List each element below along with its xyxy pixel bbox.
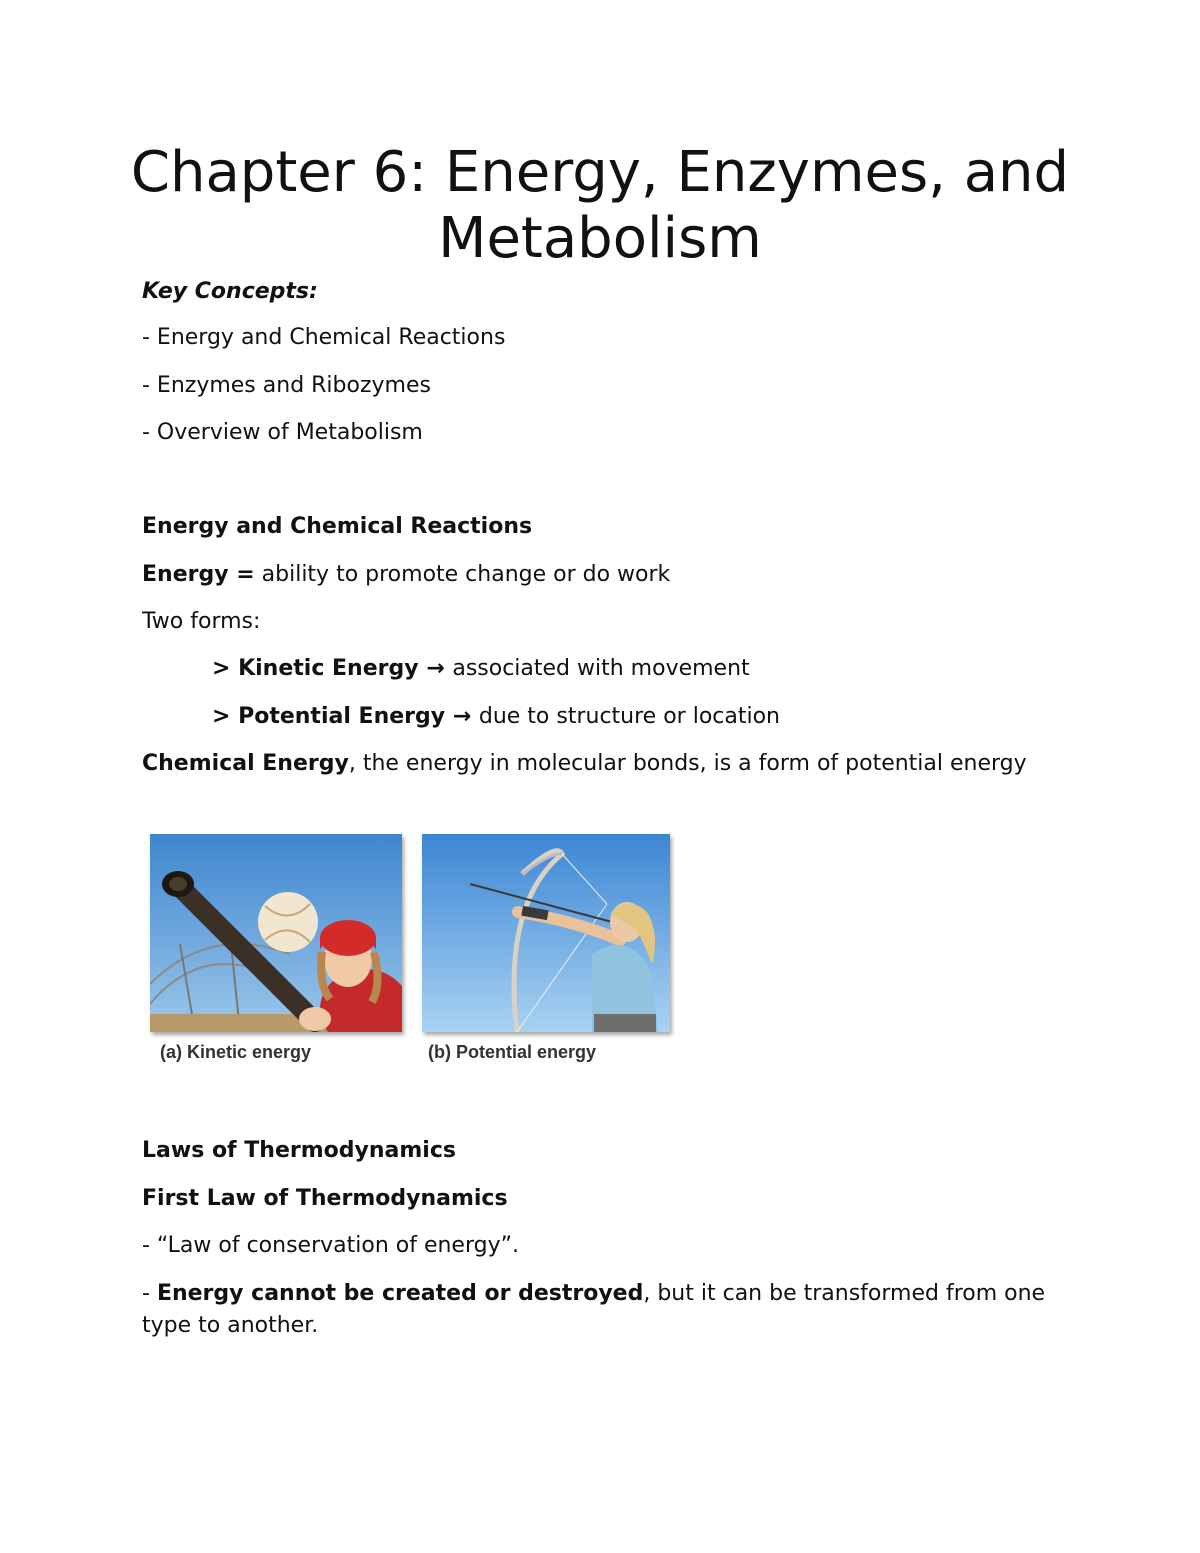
kinetic-energy-photo <box>150 834 402 1032</box>
chemical-energy-text: , the energy in molecular bonds, is a form of potential energy <box>348 751 1027 776</box>
title-line-1: Chapter 6: Energy, Enzymes, and <box>130 140 1070 205</box>
arrow-icon: → <box>418 656 453 681</box>
first-law-item-2 <box>142 1278 1072 1342</box>
energy-section-heading: Energy and Chemical Reactions <box>142 514 533 539</box>
form-kinetic-desc: associated with movement <box>452 656 750 681</box>
first-law-item-2-text: , but it can be transformed from one type to another. <box>142 1281 1046 1338</box>
first-law-item-2-bold: Energy cannot be created or destroyed <box>156 1281 644 1306</box>
arrow-icon: → <box>445 704 479 729</box>
key-concept-item-3: - Overview of Metabolism <box>142 420 423 445</box>
chemical-energy-paragraph <box>142 748 1072 780</box>
form-kinetic <box>212 654 750 684</box>
form-kinetic-term: Kinetic Energy <box>238 656 419 681</box>
two-forms-label: Two forms: <box>142 609 261 634</box>
key-concepts-heading: Key Concepts: <box>142 279 318 304</box>
caption-kinetic-energy: (a) Kinetic energy <box>160 1042 312 1062</box>
caption-potential-energy: (b) Potential energy <box>428 1042 597 1062</box>
key-concept-item-1: - Energy and Chemical Reactions <box>142 325 506 350</box>
first-law-item-2-prefix: - <box>142 1281 157 1306</box>
first-law-heading: First Law of Thermodynamics <box>142 1186 508 1211</box>
energy-definition <box>142 560 670 590</box>
form-kinetic-marker: > <box>212 656 239 681</box>
energy-definition-text: ability to promote change or do work <box>254 562 671 587</box>
energy-figure <box>150 834 680 1074</box>
form-potential-marker: > <box>212 704 239 729</box>
title-line-2: Metabolism <box>438 206 762 271</box>
potential-energy-photo <box>422 834 670 1032</box>
chemical-energy-term: Chemical Energy <box>142 751 349 776</box>
energy-definition-term: Energy = <box>142 562 255 587</box>
page-title <box>100 140 1100 272</box>
first-law-item-1: - “Law of conservation of energy”. <box>142 1233 519 1258</box>
thermo-section-heading: Laws of Thermodynamics <box>142 1138 456 1163</box>
form-potential-desc: due to structure or location <box>478 704 780 729</box>
form-potential-term: Potential Energy <box>238 704 446 729</box>
form-potential <box>212 702 780 732</box>
key-concept-item-2: - Enzymes and Ribozymes <box>142 373 431 398</box>
